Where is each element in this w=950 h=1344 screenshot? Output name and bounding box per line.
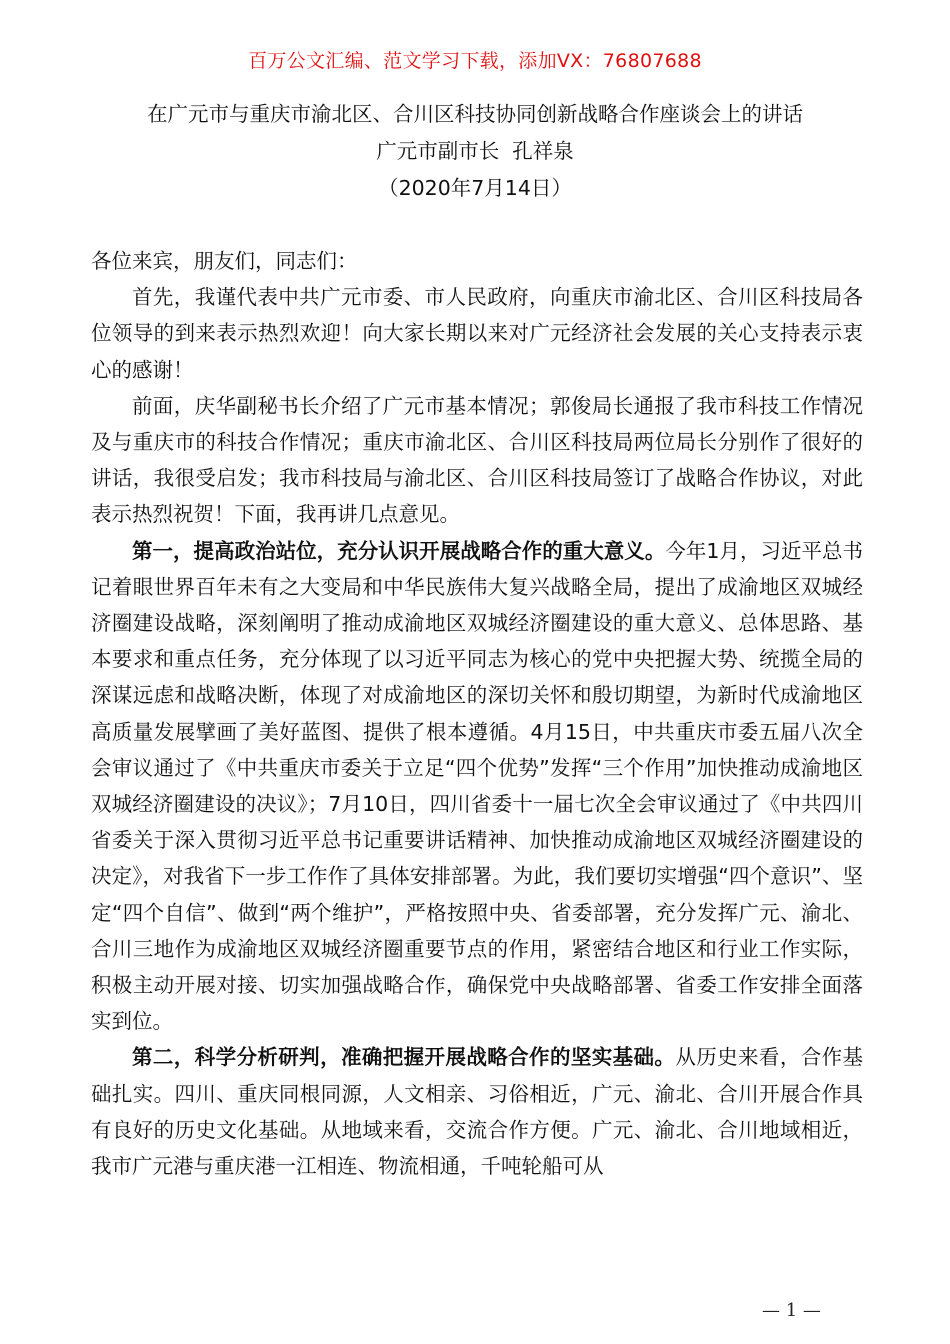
title-block [0,96,950,207]
page-number: — 1 — [762,1300,821,1321]
speech-title: 在广元市与重庆市渝北区、合川区科技协同创新战略合作座谈会上的讲话 [147,102,803,126]
paragraph-1: 首先，我谨代表中共广元市委、市人民政府，向重庆市渝北区、合川区科技局各位领导的到来表示热烈欢迎！向大家长期以来对广元经济社会发展的关心支持表示衷心的感谢！ [91,285,863,382]
paragraph-3 [91,533,863,1040]
section-heading-2: 第二，科学分析研判，准确把握开展战略合作的坚实基础。 [132,1045,676,1070]
watermark-text: 百万公文汇编、范文学习下载，添加VX：76807688 [248,50,702,72]
section-heading-1: 第一，提高政治站位，充分认识开展战略合作的重大意义。 [132,538,666,563]
paragraph-3-text: 今年1月，习近平总书记着眼世界百年未有之大变局和中华民族伟大复兴战略全局，提出了成渝地区双城经济圈建设战略，深刻阐明了推动成渝地区双城经济圈建设的重大意义、总体思路、基本要求和重点任务，充分体现了以习近平同志为核心的党中央把握大势、统揽全局的深谋远虑和战略决断，体现了对成渝地区的深切关怀和殷切期望，为新时代成渝地区高质量发展擘画了美好蓝图、提供了根本遵循。4月15日，中共重庆市委五届八次全会审议通过了《中共重庆市委关于立足“四个优势”发挥“三个作用”加快推动成渝地区双城经济圈建设的决议》；7月10日，四川省委十一届七次全会审议通过了《中共四川省委关于深入贯彻习近平总书记重要讲话精神、加快推动成渝地区双城经济圈建设的决定》，对我省下一步工作作了具体安排部署。为此，我们要切实增强“四个意识”、坚定“四个自信”、做到“两个维护”，严格按照中央、省委部署，充分发挥广元、渝北、合川三地作为成渝地区双城经济圈重要节点的作用，紧密结合地区和行业工作实际，积极主动开展对接、切实加强战略合作，确保党中央战略部署、省委工作安排全面落实到位。 [91,538,864,1034]
speech-date: （2020年7月14日） [378,176,572,200]
paragraph-4 [91,1039,863,1184]
salutation: 各位来宾，朋友们，同志们： [91,249,358,273]
speaker-line: 广元市副市长 孔祥泉 [376,139,574,163]
paragraph-4-text: 从历史来看，合作基础扎实。四川、重庆同根同源，人文相亲、习俗相近，广元、渝北、合川开展合作具有良好的历史文化基础。从地域来看，交流合作方便。广元、渝北、合川地域相近，我市广元港与重庆港一江相连、物流相通，千吨轮船可从 [91,1045,864,1179]
speech-body [91,243,863,1184]
paragraph-2: 前面，庆华副秘书长介绍了广元市基本情况；郭俊局长通报了我市科技工作情况及与重庆市的科技合作情况；重庆市渝北区、合川区科技局两位局长分别作了很好的讲话，我很受启发；我市科技局与渝北区、合川区科技局签订了战略合作协议，对此表示热烈祝贺！下面，我再讲几点意见。 [91,393,863,527]
